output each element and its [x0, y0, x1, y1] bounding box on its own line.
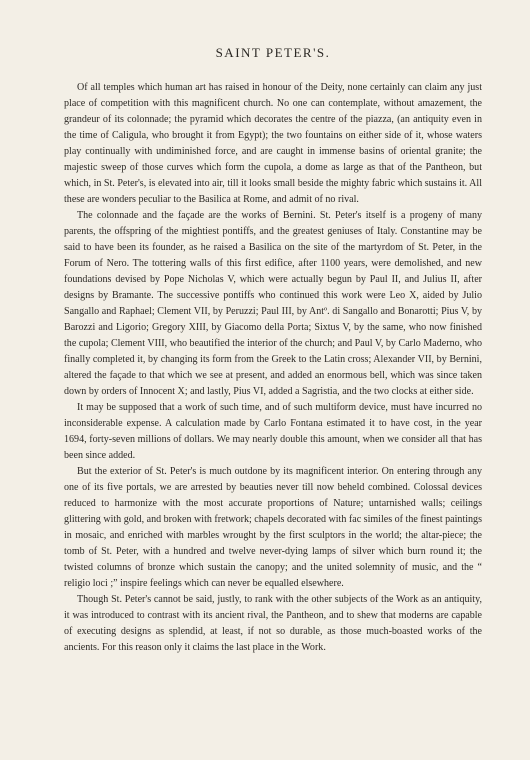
paragraph-1: Of all temples which human art has raised in honour of the Deity, none certainly can claim any just place of competition with this magnificent church. No one can contemplate, without amazement, the grandeur of its colonnade; the pyramid which decorates the centre of the piazza, (an antiquity even in the time of Caligula, who brought it from Egypt); the two fountains on either side of it, whose waters play continually with undiminished force, and are caught in immense basins of oriental granite; the majestic sweep of those curves which form the cupola, a dome as large as that of the Pantheon, but which, in St. Peter's, is elevated into air, till it looks small beside the mighty fabric which sustains it. All these are wonders peculiar to the Basilica at Rome, and admit of no rival.: [64, 82, 482, 205]
paragraph-3: It may be supposed that a work of such time, and of such multiform device, must have incurred no inconsiderable expense. A calculation made by Carlo Fontana estimated it to have cost, in the year 1694, forty-seven millions of dollars. We may nearly double this amount, when we consider all that has been since added.: [64, 402, 482, 461]
page-title: SAINT PETER'S.: [215, 45, 331, 60]
paragraph-5: Though St. Peter's cannot be said, justly, to rank with the other subjects of the Work as an antiquity, it was introduced to contrast with its ancient rival, the Pantheon, and to shew that moderns are capable of executing designs as splendid, at least, if not so durable, as those much-boasted works of the ancients. For this reason only it claims the last place in the Work.: [64, 594, 482, 653]
paragraph-4: But the exterior of St. Peter's is much outdone by its magnificent interior. On entering through any one of its five portals, we are arrested by beauties never till now beheld combined. Colossal devices reduced to harmonize with the most accurate proportions of Nature; untarnished walls; ceilings glittering with gold, and broken with fretwork; chapels decorated with fac similes of the finest paintings in mosaic, and enriched with marbles wrought by the first sculptors in the world; the altar-piece; the tomb of St. Peter, with a hundred and twelve never-dying lamps of silver which burn round it; the twisted columns of bronze which sustain the canopy; and the united solemnity of music, and the “ religio loci ;” inspire feelings which can never be equalled elsewhere.: [64, 466, 482, 589]
paragraph-2: The colonnade and the façade are the works of Bernini. St. Peter's itself is a progeny of many parents, the offspring of the mightiest pontiffs, and the greatest geniuses of Italy. Constantine may be said to have been its founder, as he raised a Basilica on the site of the martyrdom of St. Peter, in the Forum of Nero. The tottering walls of this first edifice, after 1100 years, were demolished, and new foundations devised by Pope Nicholas V, which were actually begun by Paul II, and Julius II, after designs by Bramante. The successive pontiffs who continued this work were Leo X, aided by Julio Sangallo and Raphael; Clement VII, by Peruzzi; Paul III, by Antº. di Sangallo and Bonarotti; Pius V, by Barozzi and Ligorio; Gregory XIII, by Giacomo della Porta; Sixtus V, by the same, who now finished the cupola; Clement VIII, who beautified the interior of the church; and Paul V, by Carlo Maderno, who finally completed it, by changing its form from the Greek to the Latin cross; Alexander VII, by Bernini, altered the façade to that which we see at present, and added an enormous bell, which was since taken down by orders of Innocent X; and lastly, Pius VI, added a Sagristia, and the two clocks at either side.: [64, 210, 482, 397]
